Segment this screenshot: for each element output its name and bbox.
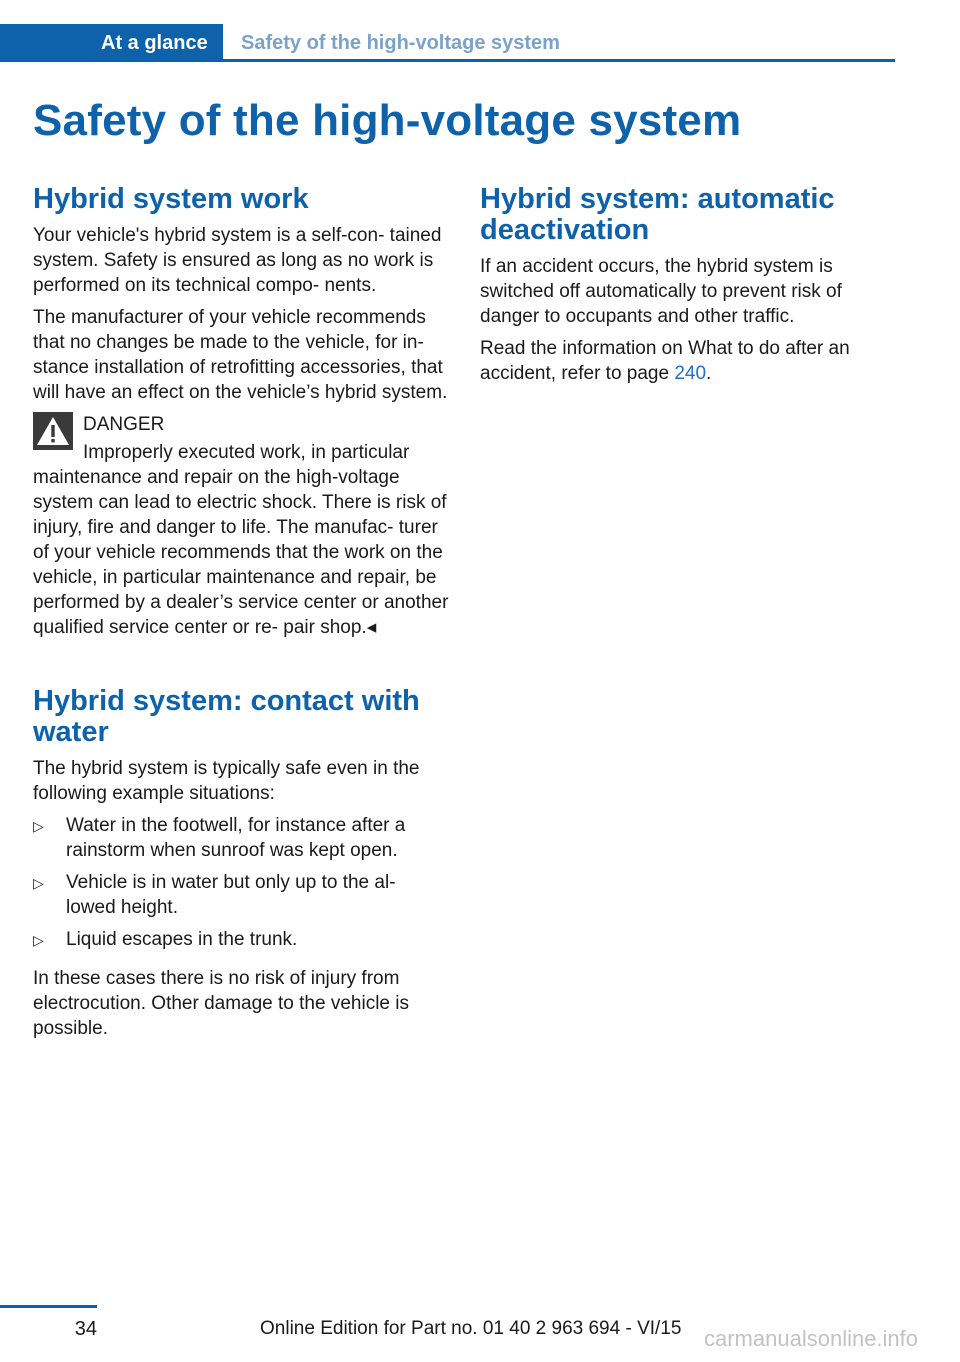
footer-rule	[0, 1305, 97, 1308]
list-item: ▷ Water in the footwell, for instance after a rainstorm when sunroof was kept open.	[33, 815, 406, 861]
section-heading-contact-water: Hybrid system: contact with water	[33, 685, 420, 748]
watermark: carmanualsonline.info	[704, 1326, 919, 1351]
list-item: ▷ Vehicle is in water but only up to the al- lowed height.	[33, 872, 396, 918]
bullet-list	[33, 813, 449, 959]
header-rule	[223, 59, 895, 62]
section-contact-water	[33, 686, 449, 1041]
right-column	[480, 184, 896, 393]
chapter-tab[interactable]: At a glance	[0, 24, 223, 62]
page-header	[0, 0, 960, 62]
danger-notice	[33, 412, 449, 640]
danger-label: DANGER	[83, 414, 165, 435]
page-link[interactable]: 240	[674, 363, 707, 384]
list-item: ▷ Liquid escapes in the trunk.	[33, 927, 449, 959]
danger-text: Improperly executed work, in particular maintenance and repair on the high-voltage system can lead to electric shock. There is risk of injury, fire and danger to life. The manufac- turer of your vehicle recommends that the work on the vehicle, in particular maintenance and repair, be performed by a dealer’s service center or another qualified service center or re- pair shop.◂	[33, 442, 449, 638]
paragraph: In these cases there is no risk of injury from electrocution. Other damage to the vehicle is possible.	[33, 968, 409, 1039]
left-column	[33, 184, 449, 1048]
bullet-triangle-icon: ▷	[33, 875, 44, 891]
paragraph: The manufacturer of your vehicle recommends that no changes be made to the vehicle, for in- stance installation of retrofitting accessories, that will have an effect on the vehicle’s hybrid system.	[33, 307, 448, 403]
bullet-triangle-icon: ▷	[33, 932, 44, 948]
paragraph: If an accident occurs, the hybrid system is switched off automatically to prevent risk of danger to occupants and other traffic.	[480, 256, 842, 327]
bullet-triangle-icon: ▷	[33, 818, 44, 834]
paragraph-page-reference: Read the information on What to do after an accident, refer to page 240.	[480, 338, 850, 384]
paragraph: The hybrid system is typically safe even in the following example situations:	[33, 758, 420, 804]
section-heading-auto-deactivation: Hybrid system: automatic deactivation	[480, 183, 835, 246]
paragraph: Your vehicle's hybrid system is a self-con- tained system. Safety is ensured as long as no work is performed on its technical compo- nents.	[33, 225, 442, 296]
warning-triangle-icon	[33, 412, 73, 450]
edition-info: Online Edition for Part no. 01 40 2 963 694 - VI/15	[260, 1318, 682, 1339]
section-breadcrumb[interactable]: Safety of the high-voltage system	[241, 32, 560, 54]
page-title: Safety of the high-voltage system	[33, 96, 742, 145]
section-heading-hybrid-work: Hybrid system work	[33, 183, 309, 215]
page-number: 34	[74, 1318, 97, 1340]
